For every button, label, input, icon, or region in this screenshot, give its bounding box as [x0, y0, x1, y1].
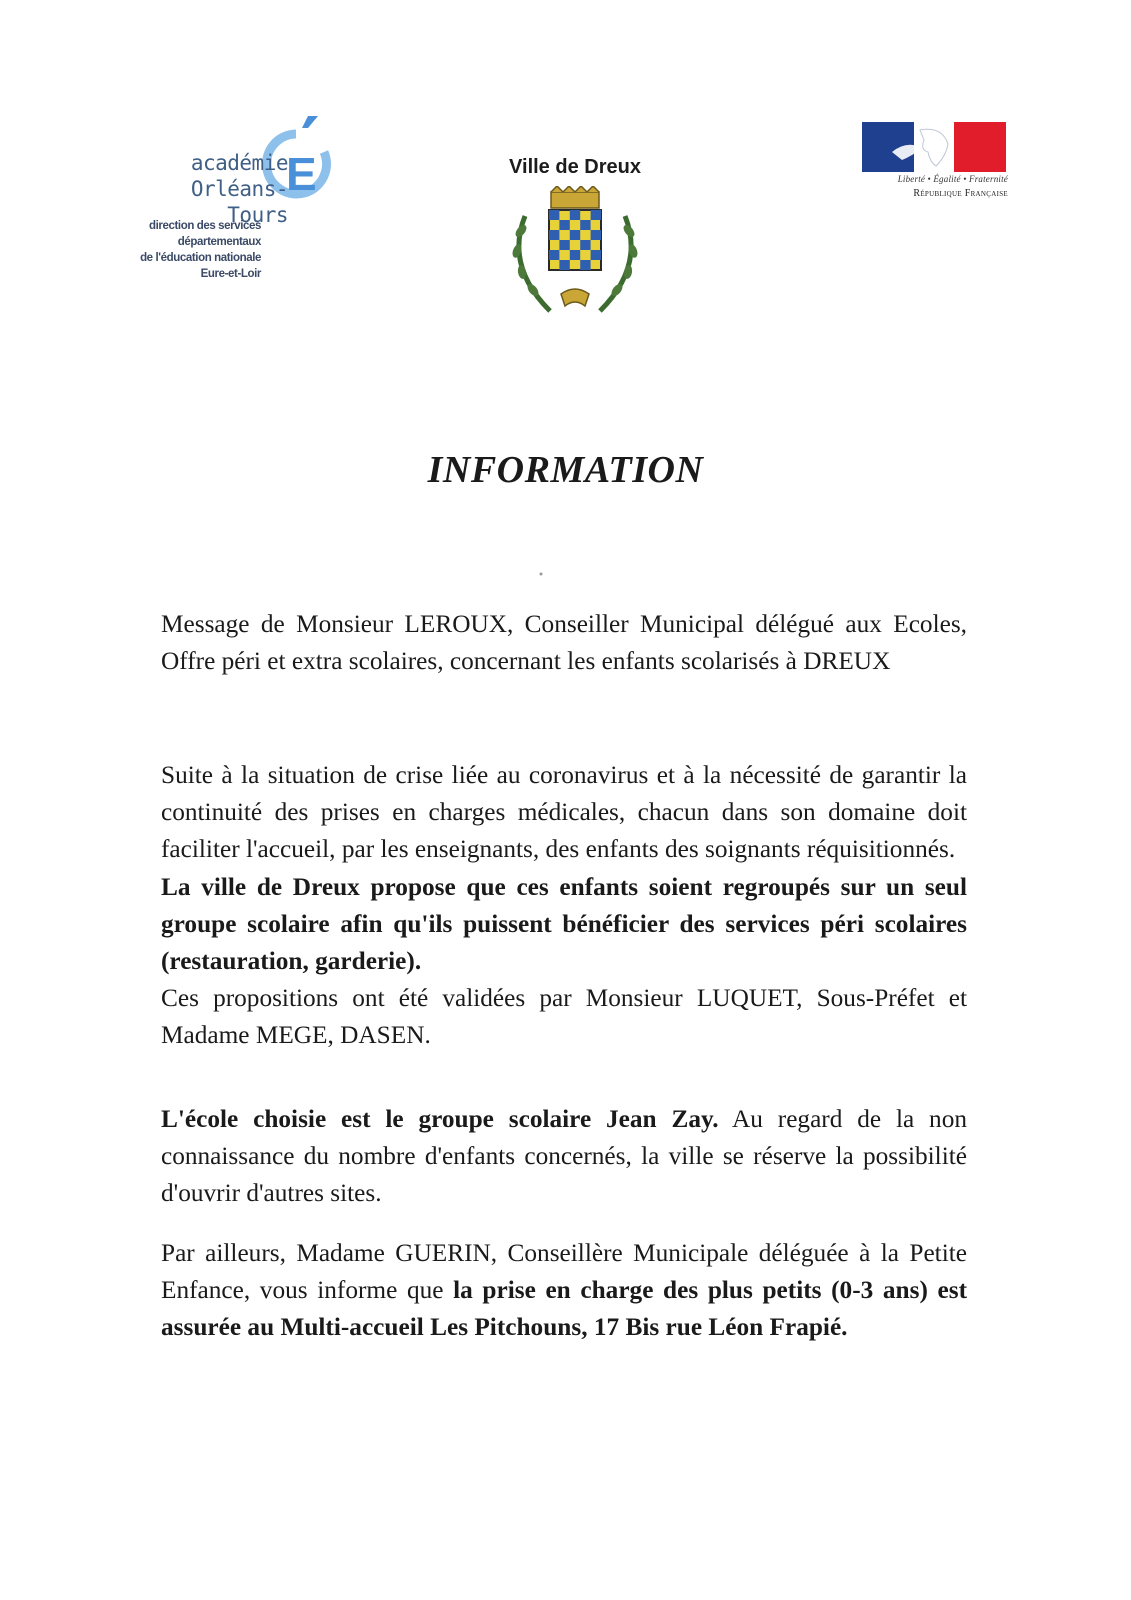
petite-enfance-details: la prise en charge des plus petits (0-3 ans) est assurée au Multi-accueil Les Pitchouns, 17 Bis rue Léon Frapié. [161, 1276, 968, 1342]
document-title: INFORMATION [427, 449, 704, 491]
paragraph-school [161, 1101, 967, 1213]
marianne-flag-icon [862, 122, 1006, 172]
academie-sub-line: direction des services [148, 220, 261, 232]
scan-speck-icon [537, 572, 545, 576]
academie-sub-line: Eure-et-Loir [200, 268, 261, 280]
school-rest-text: Au regard de la non connaissance du nombre d'enfants concernés, la ville se réserve la possibilité d'ouvrir d'autres sites. [161, 1105, 967, 1208]
academie-logo [128, 112, 328, 292]
academie-sub-line: départementaux [177, 236, 261, 248]
academie-title-line1: académie [190, 151, 288, 175]
academie-title [138, 150, 288, 228]
paragraph-intro: Message de Monsieur LEROUX, Conseiller Municipal délégué aux Ecoles, Offre péri et extra scolaires, concernant les enfants scolarisés à DREUX [161, 610, 967, 676]
republique-motto: Liberté • Égalité • Fraternité [897, 174, 1008, 184]
paragraph-crisis: Suite à la situation de crise liée au coronavirus et à la nécessité de garantir la continuité des prises en charges médicales, chacun dans son domaine doit faciliter l'accueil, par les enseignants, des enfants des soignants réquisitionnés. [161, 761, 967, 864]
paragraph-validation: Ces propositions ont été validées par Monsieur LUQUET, Sous-Préfet et Madame MEGE, DASEN. [161, 984, 967, 1050]
svg-text:E: E [286, 148, 317, 200]
republique-francaise-logo [858, 122, 1008, 212]
paragraph-crisis-block [161, 757, 967, 1055]
school-chosen-text: L'école choisie est le groupe scolaire Jean Zay. [161, 1105, 719, 1133]
academie-subtitle [128, 218, 261, 282]
academie-sub-line: de l'éducation nationale [140, 252, 261, 264]
dreux-coat-of-arms-icon [505, 186, 645, 326]
paragraph-petite-enfance [161, 1235, 967, 1347]
paragraph-proposal: La ville de Dreux propose que ces enfants soient regroupés sur un seul groupe scolaire afin qu'ils puissent bénéficier des services péri scolaires (restauration, garderie). [161, 872, 967, 976]
ville-name: Ville de Dreux [509, 156, 641, 178]
academie-title-line2: Orléans-Tours [190, 177, 288, 227]
republique-name: République Française [913, 188, 1008, 199]
ville-de-dreux-logo [480, 148, 670, 338]
petite-enfance-intro: Par ailleurs, Madame GUERIN, Conseillère Municipale déléguée à la Petite Enfance, vous informe que [161, 1239, 967, 1305]
